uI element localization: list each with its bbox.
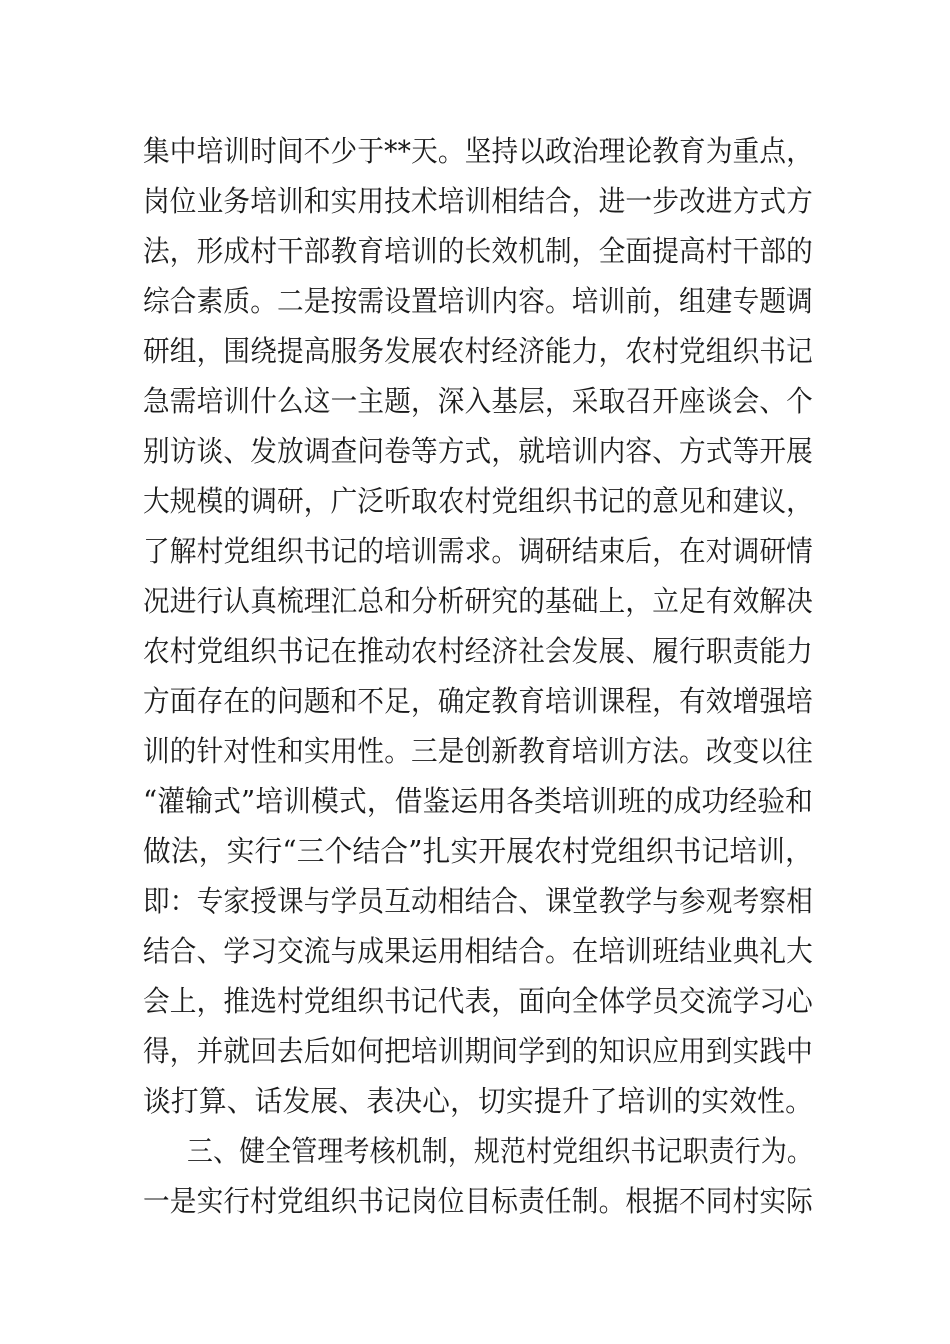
text-line: 农村党组织书记在推动农村经济社会发展、履行职责能力 <box>143 634 813 668</box>
text-line: 方面存在的问题和不足，确定教育培训课程，有效增强培 <box>143 684 813 718</box>
text-line: 集中培训时间不少于**天。坚持以政治理论教育为重点， <box>143 134 813 168</box>
section-heading-line: 三、健全管理考核机制，规范村党组织书记职责行为。 <box>187 1134 813 1168</box>
text-line: 做法，实行“三个结合”扎实开展农村党组织书记培训， <box>143 834 813 868</box>
text-line: 一是实行村党组织书记岗位目标责任制。根据不同村实际 <box>143 1184 813 1218</box>
text-line: 别访谈、发放调查问卷等方式，就培训内容、方式等开展 <box>143 434 813 468</box>
text-line: 得，并就回去后如何把培训期间学到的知识应用到实践中 <box>143 1034 813 1068</box>
text-line: 谈打算、话发展、表决心，切实提升了培训的实效性。 <box>143 1084 813 1118</box>
text-line: 急需培训什么这一主题，深入基层，采取召开座谈会、个 <box>143 384 813 418</box>
text-line: 研组，围绕提高服务发展农村经济能力，农村党组织书记 <box>143 334 813 368</box>
text-line: 即：专家授课与学员互动相结合、课堂教学与参观考察相 <box>143 884 813 918</box>
text-line: 了解村党组织书记的培训需求。调研结束后，在对调研情 <box>143 534 813 568</box>
text-line: 法，形成村干部教育培训的长效机制，全面提高村干部的 <box>143 234 813 268</box>
body-text <box>143 126 813 1226</box>
text-line: 岗位业务培训和实用技术培训相结合，进一步改进方式方 <box>143 184 813 218</box>
text-line: 大规模的调研，广泛听取农村党组织书记的意见和建议， <box>143 484 813 518</box>
text-line: 况进行认真梳理汇总和分析研究的基础上，立足有效解决 <box>143 584 813 618</box>
text-line: 训的针对性和实用性。三是创新教育培训方法。改变以往 <box>143 734 813 768</box>
text-line: 结合、学习交流与成果运用相结合。在培训班结业典礼大 <box>143 934 813 968</box>
text-line: 会上，推选村党组织书记代表，面向全体学员交流学习心 <box>143 984 813 1018</box>
text-line: 综合素质。二是按需设置培训内容。培训前，组建专题调 <box>143 284 813 318</box>
text-line: “灌输式”培训模式，借鉴运用各类培训班的成功经验和 <box>143 784 813 818</box>
